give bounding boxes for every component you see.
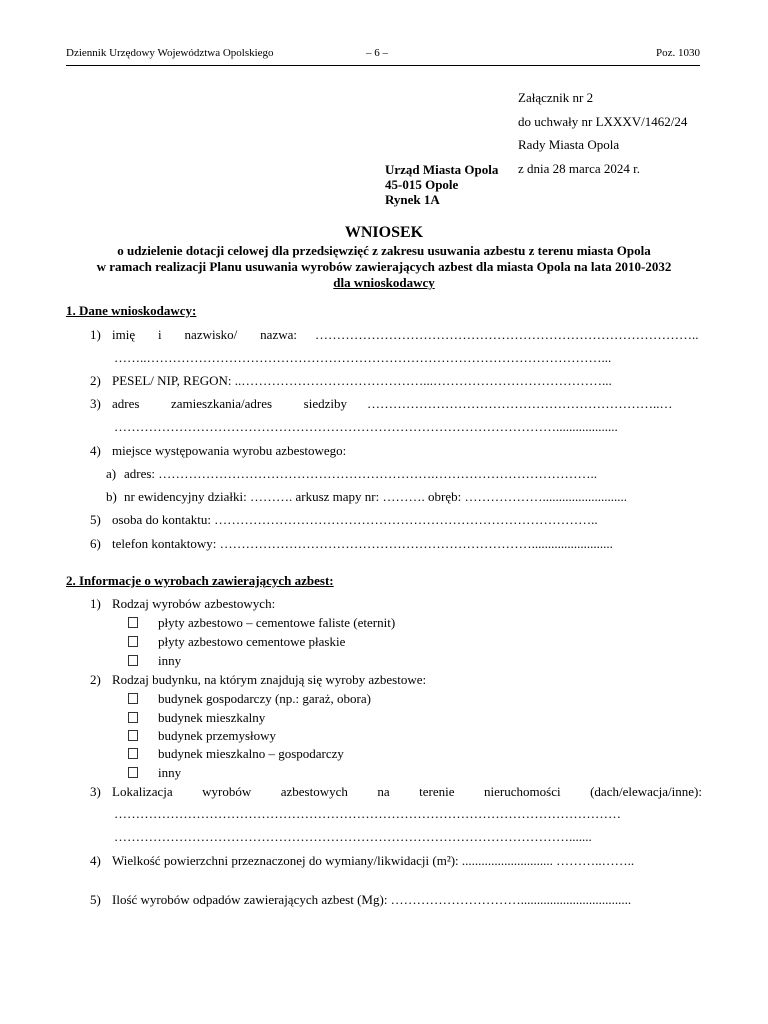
field-address[interactable] (90, 396, 702, 412)
question-text: Rodzaj wyrobów azbestowych: (112, 596, 276, 611)
field-text[interactable]: Ilość wyrobów odpadów zawierających azbest (Mg): ………………………….................................. (112, 892, 632, 907)
fill-line[interactable]: …………………………………………………………………………………………................... (114, 419, 618, 434)
document-title: WNIOSEK (344, 224, 424, 241)
section-1-title (66, 303, 196, 319)
fill-line[interactable]: ……..……………………………………………………………………………………………... (114, 350, 612, 365)
label-word: nazwa: (260, 327, 297, 342)
checkbox-option[interactable] (128, 746, 344, 762)
checkbox[interactable] (128, 693, 138, 704)
checkbox-option[interactable] (128, 691, 371, 707)
checkbox-option[interactable] (128, 765, 181, 781)
option-label: budynek mieszkalno – gospodarczy (158, 746, 344, 761)
item-number: 5) (90, 512, 101, 527)
checkbox-option[interactable] (128, 728, 276, 744)
annex-line: do uchwały nr LXXXV/1462/24 (518, 113, 688, 129)
checkbox-option[interactable] (128, 615, 395, 631)
label-word: adres (112, 396, 140, 411)
field-text[interactable]: nr ewidencyjny działki: ………. arkusz mapy nr: ………. obręb: ……………….......................... (124, 489, 627, 504)
field-location-address[interactable] (106, 466, 702, 482)
field-text: miejsce występowania wyrobu azbestowego: (112, 443, 347, 458)
label-word: Lokalizacja (112, 784, 173, 799)
option-label: inny (158, 653, 182, 668)
field-label (112, 327, 297, 343)
question-text (112, 784, 702, 800)
checkbox-option[interactable] (128, 710, 265, 726)
field-location (90, 443, 702, 459)
document-subtitle (40, 243, 728, 291)
annex-line: z dnia 28 marca 2024 r. (518, 160, 641, 176)
field-text[interactable]: Wielkość powierzchni przeznaczonej do wymiany/likwidacji (m²): ............................ ………..…….. (112, 853, 635, 868)
label-word: (dach/elewacja/inne): (590, 784, 702, 799)
question-asbestos-type (90, 596, 702, 612)
annex-block (518, 86, 687, 180)
annex-line: Załącznik nr 2 (518, 90, 594, 105)
fill-line[interactable]: …………………………………………………………..… (367, 396, 673, 411)
field-text[interactable]: adres: ……………………………………………………….……………………………….. (124, 466, 598, 481)
field-area[interactable] (90, 853, 702, 869)
label-word: wyrobów (202, 784, 252, 799)
section-heading: 1. Dane wnioskodawcy: (66, 303, 197, 318)
office-postal: 45-015 Opole (385, 177, 459, 192)
section-heading: 2. Informacje o wyrobach zawierających azbest: (66, 573, 334, 588)
field-text[interactable]: PESEL/ NIP, REGON: ..……………………………………...…………………………………... (112, 373, 612, 388)
item-number: 2) (90, 373, 101, 388)
field-parcel[interactable] (106, 489, 702, 505)
checkbox[interactable] (128, 712, 138, 723)
field-quantity[interactable] (90, 892, 702, 908)
item-number: 4) (90, 853, 101, 868)
subtitle-line: w ramach realizacji Planu usuwania wyrobów zawierających azbest dla miasta Opola na lata 2010-2032 (96, 259, 672, 274)
label-word: nazwisko/ (184, 327, 238, 342)
label-word: azbestowych (280, 784, 348, 799)
checkbox[interactable] (128, 767, 138, 778)
item-number: 2) (90, 672, 101, 687)
journal-name: Dziennik Urzędowy Województwa Opolskiego (66, 47, 274, 59)
office-name: Urząd Miasta Opola (385, 162, 499, 177)
item-number: 4) (90, 443, 101, 458)
office-address (385, 162, 498, 207)
label-word: na (377, 784, 390, 799)
label-word: nieruchomości (484, 784, 561, 799)
label-word: terenie (419, 784, 455, 799)
label-word: i (158, 327, 162, 342)
page-header (66, 47, 700, 66)
field-name[interactable] (90, 327, 702, 343)
section-2-title (66, 573, 334, 589)
field-label (112, 396, 347, 412)
label-word: siedziby (303, 396, 347, 411)
page-number: – 6 – (366, 47, 388, 59)
subtitle-line: o udzielenie dotacji celowej dla przedsięwzięć z zakresu usuwania azbestu z terenu miasta Opola (117, 243, 651, 258)
option-label: płyty azbestowo – cementowe faliste (eternit) (158, 615, 396, 630)
item-number: 3) (90, 396, 101, 411)
item-number: 1) (90, 327, 101, 342)
option-label: budynek gospodarczy (np.: garaż, obora) (158, 691, 371, 706)
checkbox[interactable] (128, 655, 138, 666)
field-pesel[interactable] (90, 373, 702, 389)
item-number: 5) (90, 892, 101, 907)
checkbox[interactable] (128, 730, 138, 741)
checkbox-option[interactable] (128, 634, 345, 650)
position-number: Poz. 1030 (656, 47, 700, 59)
checkbox-option[interactable] (128, 653, 181, 669)
checkbox[interactable] (128, 636, 138, 647)
label-word: zamieszkania/adres (171, 396, 273, 411)
checkbox[interactable] (128, 617, 138, 628)
subtitle-line: dla wnioskodawcy (333, 275, 435, 290)
item-number: a) (106, 466, 117, 481)
checkbox[interactable] (128, 748, 138, 759)
field-contact-person[interactable] (90, 512, 702, 528)
label-word: imię (112, 327, 136, 342)
question-location (90, 784, 702, 800)
item-number: 3) (90, 784, 101, 799)
office-street: Rynek 1A (385, 192, 440, 207)
option-label: budynek przemysłowy (158, 728, 277, 743)
fill-line[interactable]: …………………………………………………………………………….. (315, 327, 699, 342)
item-number: 6) (90, 536, 101, 551)
item-number: 1) (90, 596, 101, 611)
field-text[interactable]: telefon kontaktowy: ………………………………………………………………......................... (112, 536, 613, 551)
annex-line: Rady Miasta Opola (518, 137, 620, 152)
field-phone[interactable] (90, 536, 702, 552)
option-label: budynek mieszkalny (158, 710, 266, 725)
fill-line[interactable]: ……………………………………………………………………………………………....... (114, 829, 592, 844)
field-text[interactable]: osoba do kontaktu: …………………………………………………………………………….. (112, 512, 598, 527)
question-building-type (90, 672, 702, 688)
question-text: Rodzaj budynku, na którym znajdują się wyroby azbestowe: (112, 672, 427, 687)
item-number: b) (106, 489, 117, 504)
option-label: płyty azbestowo cementowe płaskie (158, 634, 346, 649)
option-label: inny (158, 765, 182, 780)
fill-line[interactable]: ……………………………………………………………………………………………………… (114, 806, 621, 821)
